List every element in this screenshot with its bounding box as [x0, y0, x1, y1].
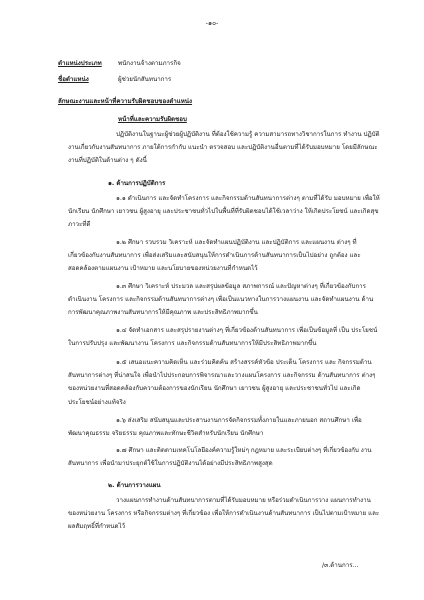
intro-paragraph: ปฏิบัติงานในฐานะผู้ช่วยผู้ปฏิบัติงาน ที่ต้องใช้ความรู้ ความสามารถทางวิชาการในการ ทำงาน ปฏิบัติงานเกี่ยวกับงานสันทนาการ ภายใต้การกำกับ แนะนำ ตรวจสอบ และปฏิบัติงานอื่นตามที่ได้รับมอบหมาย โดยมีลักษณะงานที่ปฏิบัติในด้านต่าง ๆ ดังนี้: [68, 131, 380, 165]
subsection-title: หน้าที่และความรับผิดชอบ: [118, 116, 187, 123]
page-number: -๑๐-: [205, 19, 219, 27]
position-type-value: พนักงานจ้างตามภารกิจ: [118, 60, 181, 67]
item-1-5: ๑.๕ เสนอแนะความคิดเห็น และร่วมคิดค้น สร้างสรรค์หัวข้อ ประเด็น โครงการ และ กิจกรรมด้าน สันทนาการต่างๆ ที่น่าสนใจ เพื่อนำไปประกอบการพิจารณาและวางแผนโครงการ และกิจกรรม ด้านสันทนาการ ต่างๆ ของหน่วยงานที่สอดคล้องกับความต้องการของนักเรียน นักศึกษา เยาวชน ผู้สูงอายุ และประชาชนทั่วไป และเกิดประโยชน์อย่างแท้จริง: [68, 359, 376, 406]
section2-title: ๒. ด้านการวางแผน: [108, 482, 161, 489]
footer-continuation: /๓.ด้านการ...: [322, 562, 359, 569]
item-1-4: ๑.๔ จัดทำเอกสาร และสรุปรายงานต่างๆ ที่เกี่ยวข้องด้านสันทนาการ เพื่อเป็นข้อมูลที่ เป็น ประโยชน์ในการปรับปรุง และพัฒนางาน โครงการ และกิจกรรมด้านสันทนาการให้มีประสิทธิภาพมากขึ้น: [68, 327, 378, 348]
section2-paragraph: วางแผนการทำงานด้านสันทนาการตามที่ได้รับมอบหมาย หรือร่วมดำเนินการวาง แผนการทำงาน ของหน่วยงาน โครงการ หรือกิจกรรมต่างๆ ที่เกี่ยวข้อง เพื่อให้การดำเนินงานด้านสันทนาการ เป็นไปตามเป้าหมาย และผลสัมฤทธิ์ที่กำหนดไว้: [68, 497, 380, 531]
item-1-7: ๑.๗ ศึกษา และติดตามเทคโนโลยีองค์ความรู้ใหม่ๆ กฎหมาย และระเบียบต่างๆ ที่เกี่ยวข้องกับ งานสันทนาการ เพื่อนำมาประยุกต์ใช้ในการปฏิบัติงานได้อย่างมีประสิทธิภาพสูงสุด: [68, 447, 372, 468]
position-name-value: ผู้ช่วยนักสันทนาการ: [118, 76, 172, 83]
section1-title: ๑. ด้านการปฏิบัติการ: [108, 180, 166, 187]
position-name-label: ชื่อตำแหน่ง: [58, 76, 89, 83]
item-1-3: ๑.๓ ศึกษา วิเคราะห์ ประมวล และสรุปผลข้อมูล สภาพการณ์ และปัญหาต่างๆ ที่เกี่ยวข้องกับการ ดำเนินงาน โครงการ และกิจกรรมด้านสันทนาการต่างๆ เพื่อเป็นแนวทางในการวางแผนงาน และจัดทำแผนงาน ด้านการพัฒนาคุณภาพงานสันทนาการให้มีคุณภาพ และประสิทธิภาพมากขึ้น: [68, 283, 374, 317]
section-title: ลักษณะงานและหน้าที่ความรับผิดชอบของตำแหน่ง: [58, 98, 193, 105]
item-1-2: ๑.๒ ศึกษา รวบรวม วิเคราะห์ และจัดทำแผนปฏิบัติงาน และปฏิบัติการ และแผนงาน ต่างๆ ที่เกี่ยวข้องกับงานสันทนาการ เพื่อส่งเสริมและสนับสนุนให้การดำเนินการด้านสันทนาการเป็นไปอย่าง ถูกต้อง และสอดคล้องตามแผนงาน เป้าหมาย และนโยบายของหน่วยงานที่กำหนดไว้: [68, 239, 361, 273]
position-type-label: ตำแหน่งประเภท: [58, 60, 102, 67]
item-1-6: ๑.๖ ส่งเสริม สนับสนุนและประสานงานการจัดกิจกรรมทั้งภายในและภายนอก สถานศึกษา เพื่อ พัฒนาคุณธรรม จริยธรรม คุณภาพและทักษะชีวิตสำหรับนักเรียน นักศึกษา: [68, 417, 362, 438]
item-1-1: ๑.๑ ดำเนินการ และจัดทำโครงการ และกิจกรรมด้านสันทนาการต่างๆ ตามที่ได้รับ มอบหมาย เพื่อให้นักเรียน นักศึกษา เยาวชน ผู้สูงอายุ และประชาชนทั่วไปในพื้นที่ที่รับผิดชอบได้ใช้เวลาว่าง ให้เกิดประโยชน์ และเกิดสุขภาวะที่ดี: [68, 195, 380, 229]
